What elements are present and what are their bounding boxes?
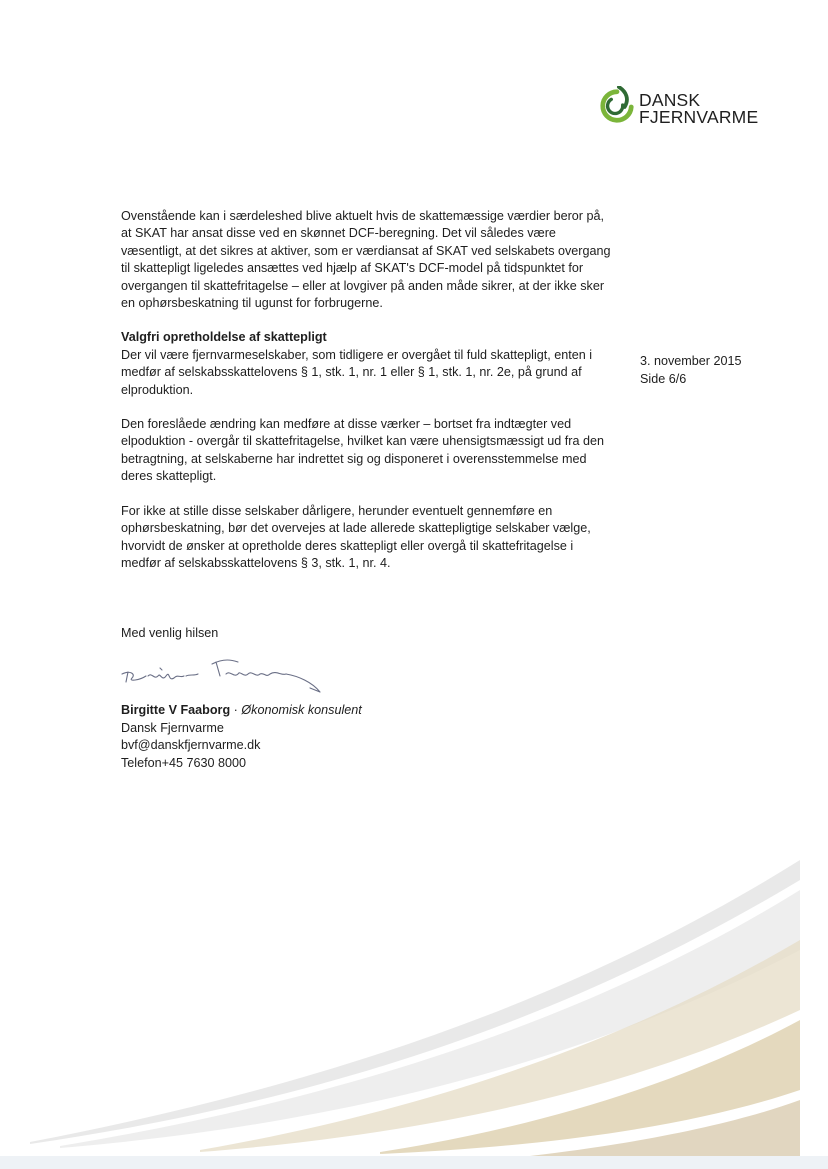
handwritten-signature (116, 652, 326, 702)
logo-wordmark (639, 92, 758, 126)
logo-swirl-icon (598, 86, 636, 126)
sender-organization: Dansk Fjernvarme (121, 720, 224, 735)
paragraph-3: Den foreslåede ændring kan medføre at disse værker – bortset fra indtægter ved elpoduktion - overgår til skattefritagelse, hvilket kan være uhensigtsmæssigt ud fra den betragtning, at selskaberne har indrettet sig og disponeret i overensstemmelse med deres skattepligt. (121, 417, 605, 484)
sender-separator: · (230, 703, 242, 717)
paragraph-4: For ikke at stille disse selskaber dårligere, herunder eventuelt gennemføre en ophørsbeskatning, bør det overvejes at lade allerede skattepligtige selskaber vælge, hvorvidt de ønsker at opretholde deres skattepligt eller overgå til skattefritagelse i medfør af selskabsskattelovens § 3, stk. 1, nr. 4. (121, 503, 591, 570)
dansk-fjernvarme-logo (598, 84, 768, 134)
letter-body (121, 208, 611, 589)
decorative-wave-graphic (0, 860, 828, 1169)
sender-email: bvf@danskfjernvarme.dk (121, 738, 261, 753)
paragraph-2: Der vil være fjernvarmeselskaber, som tidligere er overgået til fuld skattepligt, enten i medfør af selskabsskattelovens § 1, stk. 1, nr. 1 eller § 1, stk. 1, nr. 2e, på grund af elproduktion. (121, 347, 593, 397)
section-heading: Valgfri opretholdelse af skattepligt (121, 330, 327, 345)
logo-line2: FJERNVARME (639, 107, 759, 127)
sender-phone: Telefon+45 7630 8000 (121, 755, 247, 770)
sender-name: Birgitte V Faaborg (121, 703, 231, 717)
letter-date: 3. november 2015 (640, 354, 742, 368)
date-and-page-info (640, 352, 742, 388)
paragraph-1: Ovenstående kan i særdeleshed blive aktuelt hvis de skattemæssige værdier beror på, at SKAT har ansat disse ved en skønnet DCF-beregning. Det vil således være væsentligt, at det sikres at aktiver, som er værdiansat af SKAT ved selskabets overgang til skattepligt ligeledes ansættes ved hjælp af SKAT's DCF-model på tidspunktet for overgangen til skattefritagelse – eller at lovgiver på anden måde sikrer, at der ikke sker en ophørsbeskatning til ugunst for forbrugerne. (121, 209, 611, 311)
page-number: Side 6/6 (640, 372, 687, 386)
sender-title: Økonomisk konsulent (241, 703, 362, 717)
sender-name-line (121, 702, 362, 720)
sender-block (121, 702, 362, 772)
closing-phrase: Med venlig hilsen (121, 626, 219, 640)
logo-line1: DANSK (639, 90, 701, 110)
